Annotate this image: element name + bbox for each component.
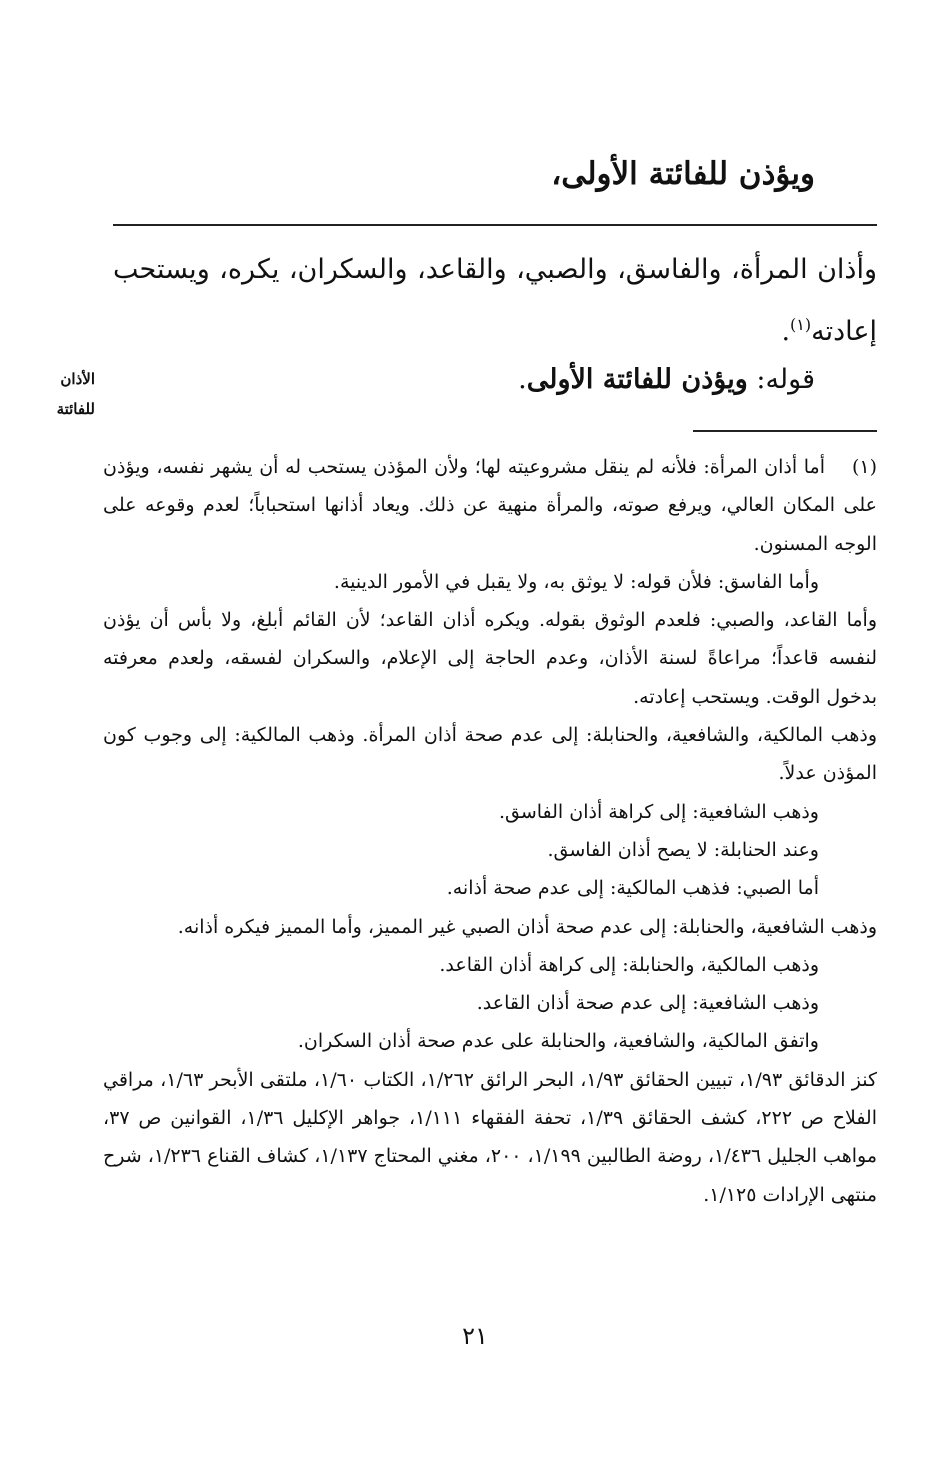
lemma-quote: ويؤذن للفائتة الأولى	[526, 364, 748, 395]
footnote-paragraph: وذهب الشافعية، والحنابلة: إلى عدم صحة أذان الصبي غير المميز، وأما المميز فيكره أذانه.	[177, 915, 877, 938]
footnote-divider	[693, 430, 877, 432]
footnote-paragraph: أما الصبي: فذهب المالكية: إلى عدم صحة أذانه.	[446, 877, 819, 900]
footnotes	[103, 448, 877, 1214]
footnote-paragraph: واتفق المالكية، والشافعية، والحنابلة على عدم صحة أذان السكران.	[297, 1030, 819, 1053]
main-text-end: .	[781, 316, 791, 347]
heading-divider	[113, 224, 877, 226]
footnote-paragraph: وذهب المالكية، والشافعية، والحنابلة: إلى عدم صحة أذان المرأة. وذهب المالكية: إلى وجوب كون المؤذن عدلاً.	[103, 724, 877, 785]
margin-note-line-2: للفائتة	[56, 400, 95, 418]
footnote-paragraph: وأما الفاسق: فلأن قوله: لا يوثق به، ولا يقبل في الأمور الدينية.	[333, 570, 819, 593]
footnote-paragraph: وذهب المالكية، والحنابلة: إلى كراهة أذان القاعد.	[439, 953, 819, 976]
footnote-paragraph: وذهب الشافعية: إلى كراهة أذان الفاسق.	[498, 800, 819, 823]
footnote-number: (١)	[851, 456, 877, 478]
footnote-paragraph: وأما القاعد، والصبي: فلعدم الوثوق بقوله. ويكره أذان القاعد؛ لأن القائم أبلغ، ولا بأس أن يؤذن لنفسه قاعداً؛ مراعاةً لسنة الأذان، وعدم الحاجة إلى الإعلام، والسكران لفسقه، ولعدم معرفته بدخول الوقت. ويستحب إعادته.	[103, 609, 877, 708]
footnote-first-text: أما أذان المرأة: فلأنه لم ينقل مشروعيته لها؛ ولأن المؤذن يستحب له أن يشهر نفسه، ويؤذن على المكان العالي، ويرفع صوته، والمرأة منهية عن ذلك. ويعاد أذانها استحباباً؛ لعدم وقوعه على الوجه المسنون.	[103, 456, 877, 555]
footnote-references: كنز الدقائق ١/٩٣، تبيين الحقائق ١/٩٣، البحر الرائق ١/٢٦٢، الكتاب ١/٦٠، ملتقى الأبحر ١/٦٣، مراقي الفلاح ص ٢٢٢، كشف الحقائق ١/٣٩، تحفة الفقهاء ١/١١١، جواهر الإكليل ١/٣٦، القوانين ص ٣٧، مواهب الجليل ١/٤٣٦، روضة الطالبين ١/١٩٩، ٢٠٠، مغني المحتاج ١/١٣٧، كشاف القناع ١/٢٣٦، شرح منتهى الإرادات ١/١٢٥.	[102, 1068, 878, 1206]
commentary-lemma	[518, 364, 815, 395]
lemma-end: .	[518, 364, 527, 395]
lemma-label: قوله:	[756, 364, 815, 395]
footnote-reference[interactable]: (١)	[790, 315, 812, 334]
margin-note	[30, 364, 95, 424]
main-text	[113, 242, 877, 359]
section-heading: ويؤذن للفائتة الأولى،	[551, 156, 815, 192]
margin-note-line-1: الأذان	[60, 370, 95, 388]
main-text-body: وأذان المرأة، والفاسق، والصبي، والقاعد، والسكران، يكره، ويستحب إعادته	[113, 254, 877, 347]
footnote-paragraph: وذهب الشافعية: إلى عدم صحة أذان القاعد.	[476, 992, 819, 1015]
page-number: ٢١	[462, 1322, 488, 1350]
footnote-paragraph: وعند الحنابلة: لا يصح أذان الفاسق.	[547, 838, 819, 861]
footnote-first-paragraph	[103, 448, 877, 563]
